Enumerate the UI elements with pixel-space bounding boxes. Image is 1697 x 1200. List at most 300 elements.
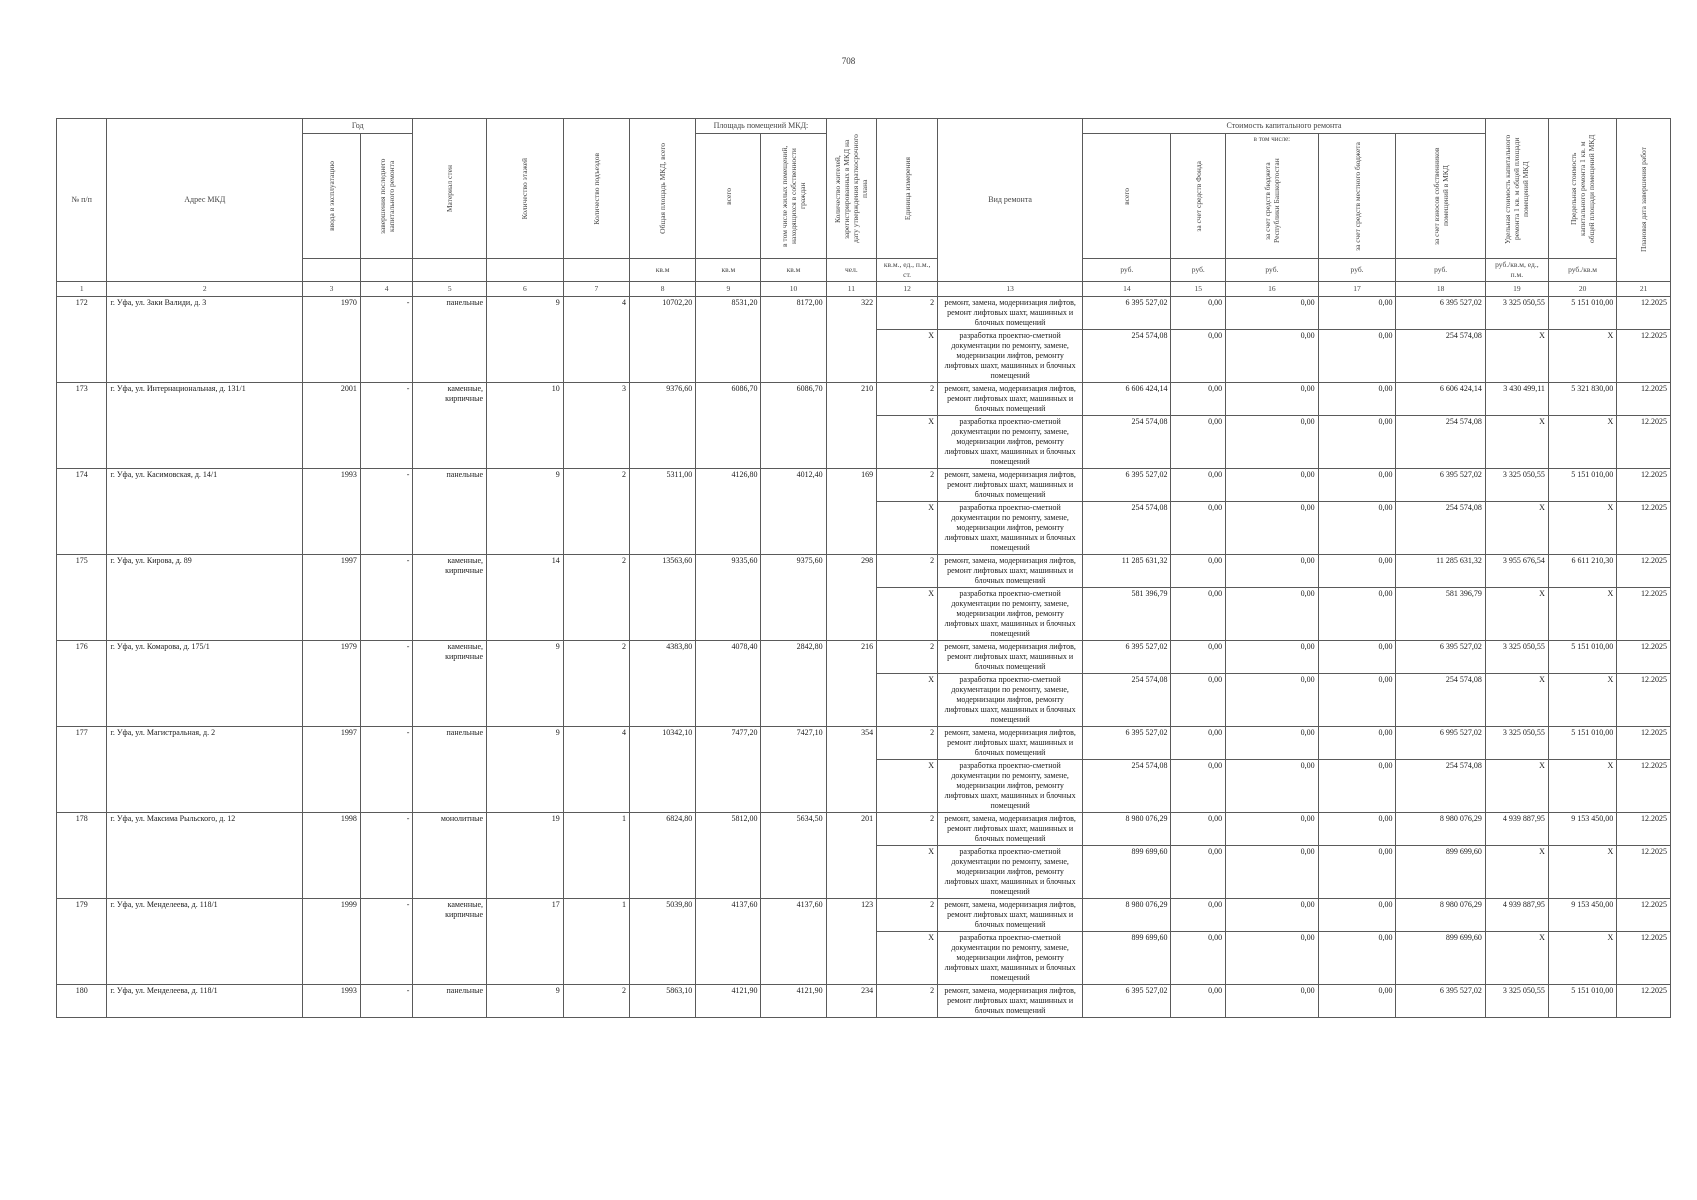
cost-local: 0,00	[1318, 899, 1396, 932]
column-number: 14	[1083, 282, 1171, 297]
cost-total: 6 395 527,02	[1083, 641, 1171, 674]
header-cost-total: всего	[1083, 134, 1171, 259]
residents: 298	[826, 555, 876, 641]
cost-owners: 254 574,08	[1396, 330, 1485, 383]
cost-local: 0,00	[1318, 588, 1396, 641]
cost-local: 0,00	[1318, 416, 1396, 469]
area-total: 7477,20	[696, 727, 761, 813]
wall-material: монолитные	[413, 813, 487, 899]
work-type: ремонт, замена, модернизация лифтов, ремонт лифтовых шахт, машинных и блочных помещений	[938, 813, 1083, 846]
address: г. Уфа, ул. Комарова, д. 175/1	[107, 641, 303, 727]
residents: 354	[826, 727, 876, 813]
cost-owners: 254 574,08	[1396, 416, 1485, 469]
table-row	[57, 469, 1671, 502]
total-area: 5039,80	[630, 899, 696, 985]
row-number: 177	[57, 727, 107, 813]
header-area-residents: в том числе жилых помещений, находящихся в собственности граждан	[761, 134, 826, 259]
address: г. Уфа, ул. Кирова, д. 89	[107, 555, 303, 641]
header-limit-cost: Предельная стоимость капитального ремонта 1 кв. м общей площади помещений МКД	[1548, 119, 1616, 259]
cost-local: 0,00	[1318, 297, 1396, 330]
unit-cost: 3 430 499,11	[1485, 383, 1548, 416]
year-last-repair: -	[360, 813, 413, 899]
limit-cost: X	[1548, 846, 1616, 899]
cost-total: 254 574,08	[1083, 416, 1171, 469]
unit-value: 2	[877, 383, 938, 416]
header-cost-owners: за счет взносов собственников помещений в МКД	[1396, 134, 1485, 259]
cost-total: 6 395 527,02	[1083, 469, 1171, 502]
table-row	[57, 641, 1671, 674]
cost-fund: 0,00	[1171, 985, 1226, 1018]
cost-owners: 6 395 527,02	[1396, 469, 1485, 502]
cost-owners: 8 980 076,29	[1396, 899, 1485, 932]
area-total: 4078,40	[696, 641, 761, 727]
cost-owners: 6 395 527,02	[1396, 985, 1485, 1018]
header-year-group: Год	[303, 119, 413, 134]
area-residents: 2842,80	[761, 641, 826, 727]
work-type: ремонт, замена, модернизация лифтов, ремонт лифтовых шахт, машинных и блочных помещений	[938, 297, 1083, 330]
unit-cell: руб.	[1226, 259, 1319, 282]
area-residents: 5634,50	[761, 813, 826, 899]
unit-value: 2	[877, 813, 938, 846]
header-address: Адрес МКД	[107, 119, 303, 282]
cost-fund: 0,00	[1171, 588, 1226, 641]
year-last-repair: -	[360, 899, 413, 985]
unit-cost: 3 955 676,54	[1485, 555, 1548, 588]
cost-owners: 254 574,08	[1396, 760, 1485, 813]
cost-local: 0,00	[1318, 555, 1396, 588]
unit-value: X	[877, 760, 938, 813]
entrances: 1	[563, 813, 629, 899]
year-last-repair: -	[360, 555, 413, 641]
cost-region: 0,00	[1226, 932, 1319, 985]
year-last-repair: -	[360, 641, 413, 727]
planned-date: 12.2025	[1617, 932, 1671, 985]
area-total: 9335,60	[696, 555, 761, 641]
area-total: 4121,90	[696, 985, 761, 1018]
cost-fund: 0,00	[1171, 899, 1226, 932]
row-number: 172	[57, 297, 107, 383]
column-number: 4	[360, 282, 413, 297]
header-wall-material: Материал стен	[413, 119, 487, 259]
floors: 14	[487, 555, 564, 641]
planned-date: 12.2025	[1617, 502, 1671, 555]
total-area: 5863,10	[630, 985, 696, 1018]
unit-cost: 4 939 887,95	[1485, 899, 1548, 932]
planned-date: 12.2025	[1617, 813, 1671, 846]
year-last-repair: -	[360, 297, 413, 383]
residents: 216	[826, 641, 876, 727]
cost-owners: 11 285 631,32	[1396, 555, 1485, 588]
address: г. Уфа, ул. Менделеева, д. 118/1	[107, 985, 303, 1018]
residents: 169	[826, 469, 876, 555]
area-residents: 8172,00	[761, 297, 826, 383]
planned-date: 12.2025	[1617, 588, 1671, 641]
cost-owners: 899 699,60	[1396, 846, 1485, 899]
limit-cost: 5 151 010,00	[1548, 297, 1616, 330]
table-row	[57, 555, 1671, 588]
limit-cost: X	[1548, 674, 1616, 727]
planned-date: 12.2025	[1617, 674, 1671, 727]
unit-cell: руб./кв.м, ед., п.м.	[1485, 259, 1548, 282]
unit-cell: кв.м	[761, 259, 826, 282]
unit-value: 2	[877, 899, 938, 932]
limit-cost: 9 153 450,00	[1548, 813, 1616, 846]
floors: 9	[487, 641, 564, 727]
header-unit-cost: Удельная стоимость капитального ремонта 1 кв. м общей площади помещений МКД	[1485, 119, 1548, 259]
cost-total: 254 574,08	[1083, 502, 1171, 555]
area-total: 4137,60	[696, 899, 761, 985]
address: г. Уфа, ул. Заки Валиди, д. 3	[107, 297, 303, 383]
work-type: разработка проектно-сметной документации по ремонту, замене, модернизации лифтов, ремонту лифтовых шахт, машинных и блочных помещений	[938, 588, 1083, 641]
year-commission: 1970	[303, 297, 361, 383]
address: г. Уфа, ул. Менделеева, д. 118/1	[107, 899, 303, 985]
cost-region: 0,00	[1226, 674, 1319, 727]
column-number: 10	[761, 282, 826, 297]
unit-cell: руб.	[1396, 259, 1485, 282]
unit-value: X	[877, 330, 938, 383]
year-last-repair: -	[360, 985, 413, 1018]
residents: 123	[826, 899, 876, 985]
cost-region: 0,00	[1226, 846, 1319, 899]
cost-region: 0,00	[1226, 985, 1319, 1018]
total-area: 10342,10	[630, 727, 696, 813]
unit-cost: 4 939 887,95	[1485, 813, 1548, 846]
year-commission: 1998	[303, 813, 361, 899]
unit-cost: X	[1485, 330, 1548, 383]
cost-fund: 0,00	[1171, 469, 1226, 502]
cost-fund: 0,00	[1171, 383, 1226, 416]
cost-total: 254 574,08	[1083, 760, 1171, 813]
unit-value: 2	[877, 641, 938, 674]
unit-value: X	[877, 502, 938, 555]
entrances: 1	[563, 899, 629, 985]
cost-local: 0,00	[1318, 641, 1396, 674]
cost-region: 0,00	[1226, 469, 1319, 502]
row-number: 174	[57, 469, 107, 555]
header-floors: Количество этажей	[487, 119, 564, 259]
work-type: разработка проектно-сметной документации по ремонту, замене, модернизации лифтов, ремонту лифтовых шахт, машинных и блочных помещений	[938, 932, 1083, 985]
unit-value: 2	[877, 555, 938, 588]
area-residents: 6086,70	[761, 383, 826, 469]
column-number: 12	[877, 282, 938, 297]
cost-total: 6 606 424,14	[1083, 383, 1171, 416]
unit-cell: руб.	[1171, 259, 1226, 282]
unit-value: 2	[877, 727, 938, 760]
work-type: ремонт, замена, модернизация лифтов, ремонт лифтовых шахт, машинных и блочных помещений	[938, 383, 1083, 416]
unit-cost: X	[1485, 416, 1548, 469]
cost-region: 0,00	[1226, 727, 1319, 760]
cost-fund: 0,00	[1171, 932, 1226, 985]
wall-material: каменные, кирпичные	[413, 555, 487, 641]
row-number: 175	[57, 555, 107, 641]
total-area: 10702,20	[630, 297, 696, 383]
cost-fund: 0,00	[1171, 641, 1226, 674]
row-number: 178	[57, 813, 107, 899]
area-residents: 7427,10	[761, 727, 826, 813]
work-type: разработка проектно-сметной документации по ремонту, замене, модернизации лифтов, ремонту лифтовых шахт, машинных и блочных помещений	[938, 674, 1083, 727]
limit-cost: X	[1548, 760, 1616, 813]
unit-value: X	[877, 588, 938, 641]
unit-cost: 3 325 050,55	[1485, 469, 1548, 502]
header-cost-group: Стоимость капитального ремонта	[1083, 119, 1486, 134]
cost-fund: 0,00	[1171, 846, 1226, 899]
cost-total: 581 396,79	[1083, 588, 1171, 641]
cost-owners: 6 995 527,02	[1396, 727, 1485, 760]
column-number: 6	[487, 282, 564, 297]
header-cost-fund: за счет средств Фонда	[1171, 134, 1226, 259]
floors: 19	[487, 813, 564, 899]
entrances: 4	[563, 727, 629, 813]
capital-repair-table	[56, 118, 1671, 1018]
cost-total: 254 574,08	[1083, 674, 1171, 727]
column-number: 18	[1396, 282, 1485, 297]
year-last-repair: -	[360, 383, 413, 469]
address: г. Уфа, ул. Магистральная, д. 2	[107, 727, 303, 813]
year-commission: 1997	[303, 555, 361, 641]
unit-cell: руб.	[1083, 259, 1171, 282]
header-residents: Количество жителей, зарегистрированных в МКД на дату утверждения краткосрочного плана	[826, 119, 876, 259]
limit-cost: 5 151 010,00	[1548, 641, 1616, 674]
limit-cost: X	[1548, 416, 1616, 469]
floors: 9	[487, 297, 564, 383]
planned-date: 12.2025	[1617, 297, 1671, 330]
planned-date: 12.2025	[1617, 555, 1671, 588]
area-total: 4126,80	[696, 469, 761, 555]
entrances: 4	[563, 297, 629, 383]
unit-cell: руб./кв.м	[1548, 259, 1616, 282]
cost-region: 0,00	[1226, 899, 1319, 932]
planned-date: 12.2025	[1617, 846, 1671, 899]
unit-value: X	[877, 846, 938, 899]
limit-cost: 5 321 830,00	[1548, 383, 1616, 416]
floors: 9	[487, 727, 564, 813]
cost-local: 0,00	[1318, 760, 1396, 813]
cost-local: 0,00	[1318, 985, 1396, 1018]
unit-cell	[413, 259, 487, 282]
header-total-area: Общая площадь МКД, всего	[630, 119, 696, 259]
total-area: 5311,00	[630, 469, 696, 555]
work-type: разработка проектно-сметной документации по ремонту, замене, модернизации лифтов, ремонту лифтовых шахт, машинных и блочных помещений	[938, 502, 1083, 555]
total-area: 13563,60	[630, 555, 696, 641]
unit-cell: руб.	[1318, 259, 1396, 282]
page-number: 708	[841, 56, 856, 66]
cost-local: 0,00	[1318, 502, 1396, 555]
wall-material: панельные	[413, 985, 487, 1018]
cost-region: 0,00	[1226, 416, 1319, 469]
cost-local: 0,00	[1318, 383, 1396, 416]
cost-total: 254 574,08	[1083, 330, 1171, 383]
cost-region: 0,00	[1226, 330, 1319, 383]
work-type: ремонт, замена, модернизация лифтов, ремонт лифтовых шахт, машинных и блочных помещений	[938, 899, 1083, 932]
area-total: 6086,70	[696, 383, 761, 469]
entrances: 2	[563, 555, 629, 641]
cost-local: 0,00	[1318, 330, 1396, 383]
header-row-1	[57, 119, 1671, 134]
header-planned-date: Плановая дата завершения работ	[1617, 119, 1671, 282]
area-residents: 4121,90	[761, 985, 826, 1018]
entrances: 2	[563, 985, 629, 1018]
planned-date: 12.2025	[1617, 469, 1671, 502]
cost-region: 0,00	[1226, 555, 1319, 588]
work-type: разработка проектно-сметной документации по ремонту, замене, модернизации лифтов, ремонту лифтовых шахт, машинных и блочных помещений	[938, 416, 1083, 469]
header-work-type: Вид ремонта	[938, 119, 1083, 282]
floors: 10	[487, 383, 564, 469]
unit-cell: чел.	[826, 259, 876, 282]
table-row	[57, 727, 1671, 760]
cost-owners: 254 574,08	[1396, 674, 1485, 727]
unit-cost: X	[1485, 760, 1548, 813]
cost-fund: 0,00	[1171, 502, 1226, 555]
wall-material: панельные	[413, 469, 487, 555]
work-type: ремонт, замена, модернизация лифтов, ремонт лифтовых шахт, машинных и блочных помещений	[938, 641, 1083, 674]
cost-region: 0,00	[1226, 588, 1319, 641]
unit-cost: X	[1485, 588, 1548, 641]
cost-region: 0,00	[1226, 383, 1319, 416]
cost-owners: 899 699,60	[1396, 932, 1485, 985]
residents: 210	[826, 383, 876, 469]
table-row	[57, 383, 1671, 416]
planned-date: 12.2025	[1617, 416, 1671, 469]
cost-fund: 0,00	[1171, 416, 1226, 469]
limit-cost: 5 151 010,00	[1548, 727, 1616, 760]
year-commission: 2001	[303, 383, 361, 469]
cost-local: 0,00	[1318, 813, 1396, 846]
work-type: ремонт, замена, модернизация лифтов, ремонт лифтовых шахт, машинных и блочных помещений	[938, 727, 1083, 760]
cost-local: 0,00	[1318, 674, 1396, 727]
unit-value: 2	[877, 297, 938, 330]
work-type: разработка проектно-сметной документации по ремонту, замене, модернизации лифтов, ремонту лифтовых шахт, машинных и блочных помещений	[938, 846, 1083, 899]
column-number: 15	[1171, 282, 1226, 297]
column-number: 17	[1318, 282, 1396, 297]
header-year-last-repair: завершения последнего капитального ремонта	[360, 134, 413, 259]
limit-cost: X	[1548, 330, 1616, 383]
cost-region: 0,00	[1226, 502, 1319, 555]
column-number: 5	[413, 282, 487, 297]
unit-cost: X	[1485, 932, 1548, 985]
cost-owners: 6 395 527,02	[1396, 297, 1485, 330]
wall-material: панельные	[413, 297, 487, 383]
entrances: 2	[563, 641, 629, 727]
header-unit: Единица измерения	[877, 119, 938, 259]
cost-total: 8 980 076,29	[1083, 899, 1171, 932]
cost-owners: 254 574,08	[1396, 502, 1485, 555]
unit-cost: X	[1485, 846, 1548, 899]
table-row	[57, 899, 1671, 932]
floors: 9	[487, 469, 564, 555]
cost-local: 0,00	[1318, 932, 1396, 985]
cost-region: 0,00	[1226, 813, 1319, 846]
wall-material: панельные	[413, 727, 487, 813]
unit-value: X	[877, 932, 938, 985]
header-cost-local: за счет средств местного бюджета	[1318, 134, 1396, 259]
wall-material: каменные, кирпичные	[413, 641, 487, 727]
unit-cell: кв.м., ед., п.м., ст.	[877, 259, 938, 282]
unit-cell	[303, 259, 361, 282]
column-number: 2	[107, 282, 303, 297]
unit-cost: X	[1485, 674, 1548, 727]
address: г. Уфа, ул. Максима Рыльского, д. 12	[107, 813, 303, 899]
year-last-repair: -	[360, 469, 413, 555]
cost-local: 0,00	[1318, 469, 1396, 502]
unit-cost: 3 325 050,55	[1485, 297, 1548, 330]
cost-owners: 581 396,79	[1396, 588, 1485, 641]
planned-date: 12.2025	[1617, 383, 1671, 416]
year-commission: 1997	[303, 727, 361, 813]
header-num: № п/п	[57, 119, 107, 282]
unit-cost: 3 325 050,55	[1485, 727, 1548, 760]
cost-region: 0,00	[1226, 641, 1319, 674]
unit-value: 2	[877, 469, 938, 502]
work-type: ремонт, замена, модернизация лифтов, ремонт лифтовых шахт, машинных и блочных помещений	[938, 985, 1083, 1018]
row-number: 176	[57, 641, 107, 727]
wall-material: каменные, кирпичные	[413, 383, 487, 469]
cost-fund: 0,00	[1171, 330, 1226, 383]
unit-cost: X	[1485, 502, 1548, 555]
planned-date: 12.2025	[1617, 760, 1671, 813]
area-residents: 9375,60	[761, 555, 826, 641]
cost-region: 0,00	[1226, 760, 1319, 813]
cost-total: 899 699,60	[1083, 932, 1171, 985]
cost-total: 8 980 076,29	[1083, 813, 1171, 846]
year-commission: 1999	[303, 899, 361, 985]
planned-date: 12.2025	[1617, 985, 1671, 1018]
cost-fund: 0,00	[1171, 813, 1226, 846]
planned-date: 12.2025	[1617, 899, 1671, 932]
address: г. Уфа, ул. Касимовская, д. 14/1	[107, 469, 303, 555]
limit-cost: 9 153 450,00	[1548, 899, 1616, 932]
column-number: 9	[696, 282, 761, 297]
row-number: 173	[57, 383, 107, 469]
floors: 17	[487, 899, 564, 985]
table-row	[57, 813, 1671, 846]
header-premises-area-group: Площадь помещений МКД:	[696, 119, 826, 134]
column-number: 1	[57, 282, 107, 297]
area-total: 8531,20	[696, 297, 761, 383]
planned-date: 12.2025	[1617, 727, 1671, 760]
column-number: 19	[1485, 282, 1548, 297]
area-residents: 4137,60	[761, 899, 826, 985]
planned-date: 12.2025	[1617, 330, 1671, 383]
column-number: 3	[303, 282, 361, 297]
table-row	[57, 985, 1671, 1018]
cost-region: 0,00	[1226, 297, 1319, 330]
work-type: разработка проектно-сметной документации по ремонту, замене, модернизации лифтов, ремонту лифтовых шахт, машинных и блочных помещений	[938, 760, 1083, 813]
cost-total: 6 395 527,02	[1083, 985, 1171, 1018]
column-number: 20	[1548, 282, 1616, 297]
work-type: ремонт, замена, модернизация лифтов, ремонт лифтовых шахт, машинных и блочных помещений	[938, 555, 1083, 588]
total-area: 6824,80	[630, 813, 696, 899]
column-number: 11	[826, 282, 876, 297]
cost-total: 6 395 527,02	[1083, 297, 1171, 330]
unit-cost: 3 325 050,55	[1485, 985, 1548, 1018]
limit-cost: 5 151 010,00	[1548, 469, 1616, 502]
unit-cell	[563, 259, 629, 282]
work-type: разработка проектно-сметной документации по ремонту, замене, модернизации лифтов, ремонту лифтовых шахт, машинных и блочных помещений	[938, 330, 1083, 383]
cost-fund: 0,00	[1171, 727, 1226, 760]
column-number: 13	[938, 282, 1083, 297]
cost-fund: 0,00	[1171, 555, 1226, 588]
unit-value: X	[877, 416, 938, 469]
area-total: 5812,00	[696, 813, 761, 899]
table-body	[57, 297, 1671, 1018]
residents: 201	[826, 813, 876, 899]
address: г. Уфа, ул. Интернациональная, д. 131/1	[107, 383, 303, 469]
cost-total: 11 285 631,32	[1083, 555, 1171, 588]
column-numbers-row	[57, 282, 1671, 297]
cost-local: 0,00	[1318, 846, 1396, 899]
column-number: 7	[563, 282, 629, 297]
unit-cell: кв.м	[696, 259, 761, 282]
